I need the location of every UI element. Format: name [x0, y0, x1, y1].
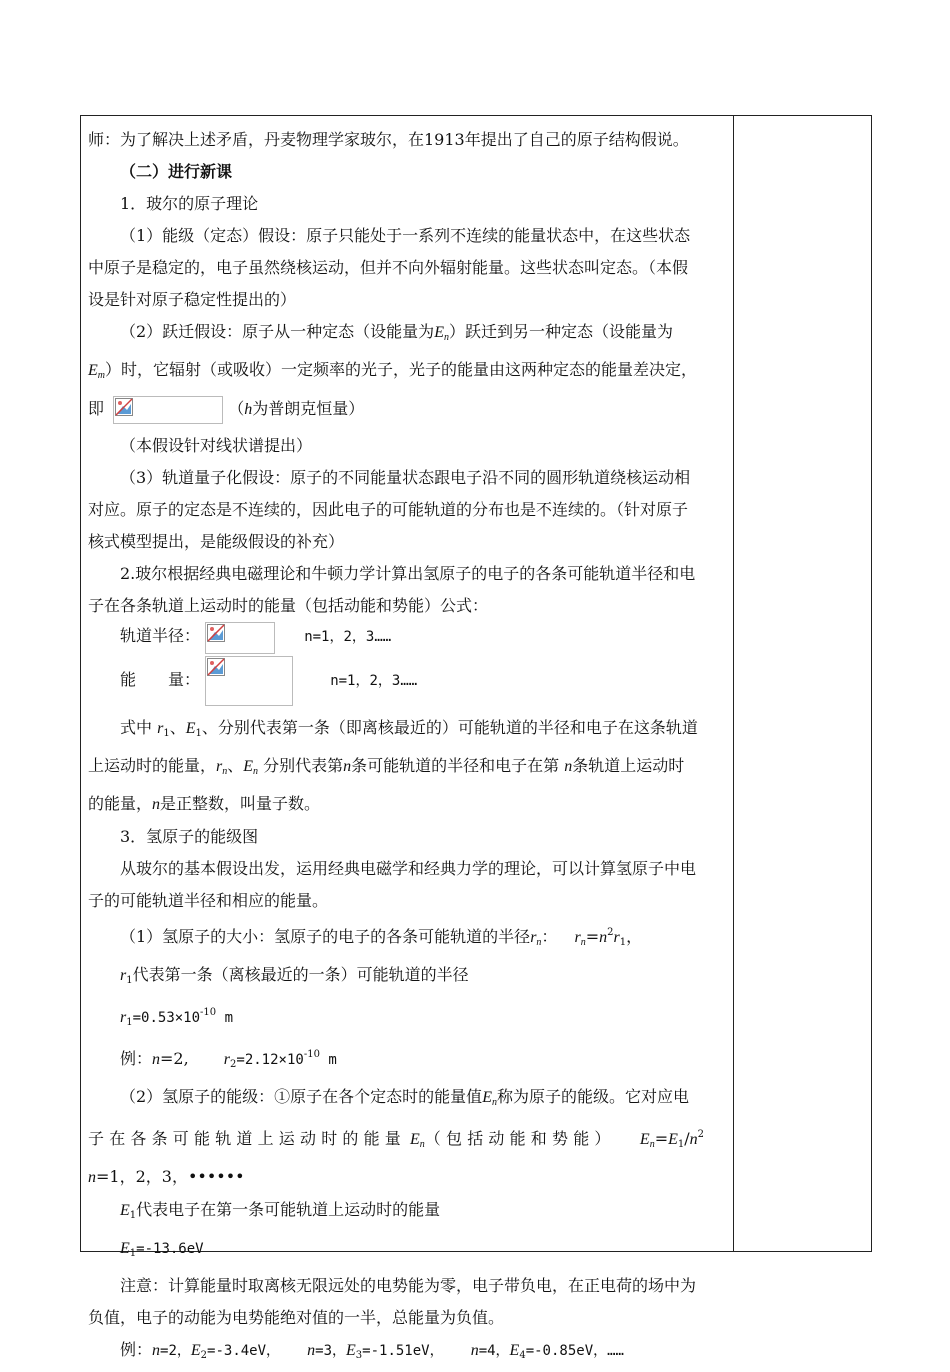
text: m [319, 1052, 337, 1068]
text: 师：为了解决上述矛盾，丹麦物理学家玻尔，在1913年提出了自己的原子结构假说。 [88, 130, 689, 149]
paragraph [88, 316, 728, 354]
text: 注意：计算能量时取离核无限远处的电势能为零，电子带负电，在正电荷的场中为 [120, 1276, 697, 1295]
paragraph [88, 462, 728, 494]
text: 能 量： [120, 670, 201, 689]
text: （ [228, 399, 245, 418]
sub: 1 [126, 975, 133, 986]
text: m [216, 1010, 234, 1026]
sub: 4 [519, 1350, 526, 1361]
text: =2.12×10 [236, 1052, 304, 1068]
text: 核式模型提出，是能级假设的补充） [88, 532, 345, 551]
paragraph [88, 590, 728, 622]
text: （3）轨道量子化假设：原子的不同能量状态跟电子沿不同的圆形轨道绕核运动相 [120, 468, 691, 487]
broken-image-icon [115, 398, 133, 416]
text: 、 [169, 718, 186, 737]
text: =2, [160, 1049, 189, 1068]
formula-image [205, 622, 275, 654]
paragraph [88, 885, 728, 917]
sub: 2 [230, 1059, 237, 1070]
paragraph [88, 124, 728, 156]
paragraph [88, 354, 728, 392]
text: （二）进行新课 [120, 162, 233, 181]
text: =-3.4eV， [207, 1343, 281, 1359]
sup: -10 [200, 1007, 217, 1018]
sub: n [491, 1097, 497, 1108]
text: 设是针对原子稳定性提出的） [88, 290, 297, 309]
text: =1，2，3，•••••• [96, 1167, 245, 1186]
paragraph [88, 917, 728, 959]
var: E [509, 1342, 520, 1359]
text: 式中 [120, 718, 153, 737]
var: r [216, 758, 223, 775]
var: r [120, 967, 127, 984]
subsection-heading [88, 188, 728, 220]
paragraph [88, 1270, 728, 1302]
sub: 1 [619, 937, 627, 948]
sub: 1 [677, 1139, 685, 1150]
text: 中原子是稳定的，电子虽然绕核运动，但并不向外辐射能量。这些状态叫定态。（本假 [88, 258, 689, 277]
text: 例： [120, 1049, 153, 1068]
text: 分别代表第 [263, 756, 344, 775]
var: n [599, 929, 608, 946]
sub: n [580, 937, 586, 948]
var: n [152, 1051, 161, 1068]
var: n [470, 1342, 479, 1359]
broken-image-icon [207, 658, 225, 676]
text: 对应。原子的定态是不连续的，因此电子的可能轨道的分布也是不连续的。（针对原子 [88, 500, 689, 519]
text: 子在各条可能轨道上运动时的能量 [88, 1129, 407, 1148]
paragraph [88, 430, 728, 462]
text: = [654, 1129, 669, 1148]
text: 2.玻尔根据经典电磁理论和牛顿力学计算出氢原子的电子的各条可能轨道半径和电 [120, 564, 696, 583]
var: r [157, 720, 164, 737]
formula-image [205, 656, 293, 706]
var: E [410, 1131, 420, 1148]
var: n [564, 758, 573, 775]
var: r [223, 1051, 231, 1068]
text: n=1，2，3…… [304, 629, 392, 645]
paragraph [88, 788, 728, 821]
text: 负值，电子的动能为电势能绝对值的一半，总能量为负值。 [88, 1308, 505, 1327]
paragraph [88, 494, 728, 526]
paragraph [88, 1161, 728, 1194]
text: 轨道半径： [120, 626, 201, 645]
text: （本假设针对线状谱提出） [120, 436, 313, 455]
text: ， [626, 927, 643, 946]
text: ）跃迁到另一种定态（设能量为 [448, 322, 673, 341]
paragraph [88, 712, 728, 750]
sup: -10 [303, 1049, 320, 1060]
var: E [88, 362, 98, 379]
subsection-heading [88, 821, 728, 853]
sub: m [97, 370, 106, 381]
var: E [639, 1131, 650, 1148]
var: n [88, 1169, 96, 1186]
sub: n [536, 937, 542, 948]
lesson-content [88, 124, 728, 1372]
text: =3， [315, 1343, 346, 1359]
sub: n [253, 766, 259, 777]
text: 代表电子在第一条可能轨道上运动时的能量 [136, 1200, 441, 1219]
text: 即 [88, 399, 105, 418]
var: E [482, 1089, 492, 1106]
sub: n [443, 332, 449, 343]
sub: n [649, 1139, 655, 1150]
paragraph [88, 220, 728, 252]
text: （包括动能和势能） [424, 1129, 616, 1148]
text: =-1.51eV， [362, 1343, 444, 1359]
text: = [585, 927, 600, 946]
var: E [434, 324, 444, 341]
var: E [346, 1342, 356, 1359]
paragraph [88, 526, 728, 558]
formula-line [88, 622, 728, 656]
text: =0.53×10 [132, 1010, 201, 1026]
text: 从玻尔的基本假设出发，运用经典电磁学和经典力学的理论，可以计算氢原子中电 [120, 859, 697, 878]
text: =-0.85eV，…… [525, 1343, 624, 1359]
text: 的能量， [88, 794, 153, 813]
formula-image [113, 396, 223, 424]
text: 条可能轨道的半径和电子在第 [351, 756, 560, 775]
text: 例： [120, 1340, 153, 1359]
paragraph [88, 392, 728, 430]
paragraph [88, 1232, 728, 1270]
paragraph [88, 284, 728, 316]
var: r [613, 929, 620, 946]
sub: 1 [129, 1248, 137, 1259]
sub: 1 [126, 1017, 133, 1028]
sub: n [222, 766, 228, 777]
text: ： [541, 927, 558, 946]
var: E [120, 1240, 130, 1257]
paragraph [88, 1081, 728, 1119]
text: 为普朗克恒量） [252, 399, 365, 418]
text: （1）能级（定态）假设：原子只能处于一系列不连续的能量状态中，在这些状态 [120, 226, 691, 245]
text: 子的可能轨道半径和相应的能量。 [88, 891, 329, 910]
text: （2）氢原子的能级：①原子在各个定态时的能量值 [120, 1087, 483, 1106]
var: r [120, 1009, 127, 1026]
var: n [152, 796, 161, 813]
sub: 1 [129, 1210, 137, 1221]
text: 3．氢原子的能级图 [120, 827, 259, 846]
paragraph [88, 1194, 728, 1232]
text: ）时，它辐射（或吸收）一定频率的光子，光子的能量由这两种定态的能量差决定， [105, 360, 698, 379]
sub: n [419, 1139, 425, 1150]
paragraph [88, 252, 728, 284]
text: =-13.6eV [136, 1241, 204, 1257]
text: （2）跃迁假设：原子从一种定态（设能量为 [120, 322, 435, 341]
var: E [190, 1342, 201, 1359]
paragraph [88, 853, 728, 885]
text: 1．玻尔的原子理论 [120, 194, 259, 213]
text: 子在各条轨道上运动时的能量（包括动能和势能）公式： [88, 596, 489, 615]
var: E [120, 1202, 130, 1219]
text: （1）氢原子的大小：氢原子的电子的各条可能轨道的半径 [120, 927, 531, 946]
var: r [530, 929, 537, 946]
paragraph [88, 1039, 728, 1081]
formula-line [88, 656, 728, 708]
sub: 2 [200, 1350, 208, 1361]
var: E [185, 720, 196, 737]
text: / [684, 1129, 690, 1148]
sub: 3 [355, 1350, 363, 1361]
sup: 2 [607, 927, 614, 938]
text: n=1，2，3…… [330, 673, 418, 689]
text: 上运动时的能量， [88, 756, 217, 775]
sub: 1 [195, 728, 202, 739]
sup: 2 [697, 1129, 705, 1140]
table-column-divider [733, 115, 734, 1252]
text: 、分别代表第一条（即离核最近的）可能轨道的半径和电子在这条轨道 [201, 718, 698, 737]
text: =2， [160, 1343, 191, 1359]
paragraph [88, 558, 728, 590]
text: 条轨道上运动时 [572, 756, 685, 775]
section-heading [88, 156, 728, 188]
sub: 1 [163, 728, 170, 739]
paragraph [88, 1302, 728, 1334]
var: n [689, 1131, 698, 1148]
paragraph [88, 1119, 728, 1161]
var: h [244, 401, 253, 418]
paragraph [88, 750, 728, 788]
var: r [574, 929, 581, 946]
var: n [152, 1342, 161, 1359]
var: E [243, 758, 254, 775]
text: 称为原子的能级。它对应电 [496, 1087, 689, 1106]
text: 、 [227, 756, 244, 775]
text: =4， [478, 1343, 510, 1359]
var: n [343, 758, 352, 775]
text: 是正整数，叫量子数。 [160, 794, 321, 813]
paragraph [88, 1334, 728, 1372]
paragraph [88, 997, 728, 1039]
var: E [668, 1131, 678, 1148]
var: n [307, 1342, 316, 1359]
text: 代表第一条（离核最近的一条）可能轨道的半径 [132, 965, 469, 984]
broken-image-icon [207, 624, 225, 642]
paragraph [88, 959, 728, 997]
